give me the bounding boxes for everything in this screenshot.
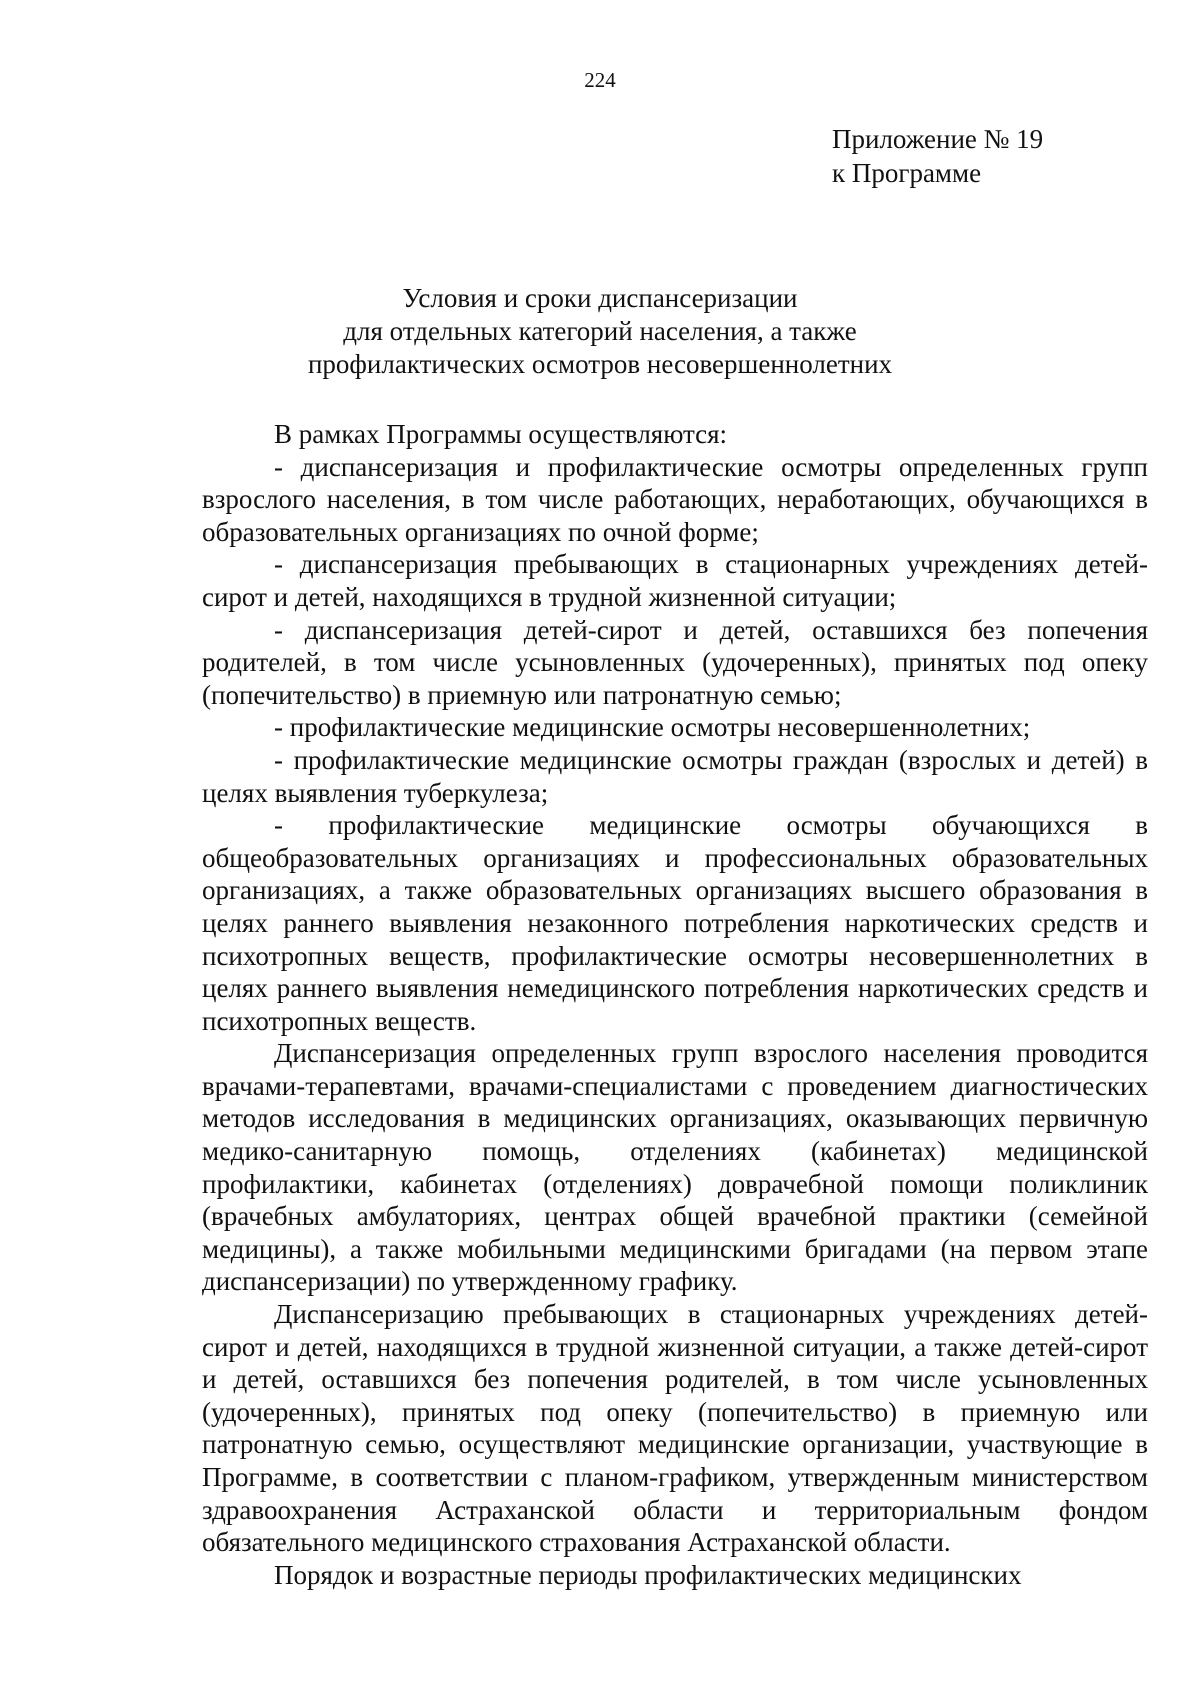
list-item: - профилактические медицинские осмотры несовершеннолетних;: [274, 712, 1031, 743]
paragraph: Диспансеризация определенных групп взрослого населения проводится врачами-терапевтами, врачами-специалистами с проведением диагностических методов исследования в медицинских организациях, оказывающих первичную медико-санитарную помощь, отделениях (кабинетах) медицинской профилактики, кабинетах (отделениях) доврачебной помощи поликлиник (врачебных амбулаториях, центрах общей врачебной практики (семейной медицины), а также мобильными медицинскими бригадами (на первом этапе диспансеризации) по утвержденному графику.: [202, 1038, 1148, 1297]
page-number: 224: [584, 68, 616, 92]
appendix-reference: [832, 122, 1043, 190]
list-item: - профилактические медицинские осмотры граждан (взрослых и детей) в целях выявления туберкулеза;: [202, 744, 1148, 808]
title-line-2: для отдельных категорий населения, а также: [343, 316, 857, 346]
paragraph-continued: Порядок и возрастные периоды профилактических медицинских: [274, 1559, 1022, 1590]
appendix-program: к Программе: [832, 158, 982, 188]
document-title: [0, 282, 1200, 381]
list-item: - диспансеризация и профилактические осмотры определенных групп взрослого населения, в том числе работающих, неработающих, обучающихся в образовательных организациях по очной форме;: [202, 451, 1148, 547]
list-item: - диспансеризация пребывающих в стационарных учреждениях детей-сирот и детей, находящихся в трудной жизненной ситуации;: [202, 549, 1148, 612]
title-line-1: Условия и сроки диспансеризации: [402, 283, 798, 313]
title-line-3: профилактических осмотров несовершеннолетних: [307, 349, 893, 379]
appendix-number: Приложение № 19: [832, 124, 1044, 154]
list-item: - диспансеризация детей-сирот и детей, оставшихся без попечения родителей, в том числе усыновленных (удочеренных), принятых под опеку (попечительство) в приемную или патронатную семью;: [202, 614, 1148, 710]
paragraph: Диспансеризацию пребывающих в стационарных учреждениях детей-сирот и детей, находящихся в трудной жизненной ситуации, а также детей-сирот и детей, оставшихся без попечения родителей, в том числе усыновленных (удочеренных), принятых под опеку (попечительство) в приемную или патронатную семью, осуществляют медицинские организации, участвующие в Программе, в соответствии с планом-графиком, утвержденным министерством здравоохранения Астраханской области и территориальным фондом обязательного медицинского страхования Астраханской области.: [202, 1299, 1148, 1558]
list-item: - профилактические медицинские осмотры обучающихся в общеобразовательных организациях и профессиональных образовательных организациях, а также образовательных организациях высшего образования в целях раннего выявления незаконного потребления наркотических средств и психотропных веществ, профилактические осмотры несовершеннолетних в целях раннего выявления немедицинского потребления наркотических средств и психотропных веществ.: [202, 810, 1148, 1036]
paragraph-intro: В рамках Программы осуществляются:: [274, 419, 728, 449]
body-text: [202, 418, 1148, 1591]
